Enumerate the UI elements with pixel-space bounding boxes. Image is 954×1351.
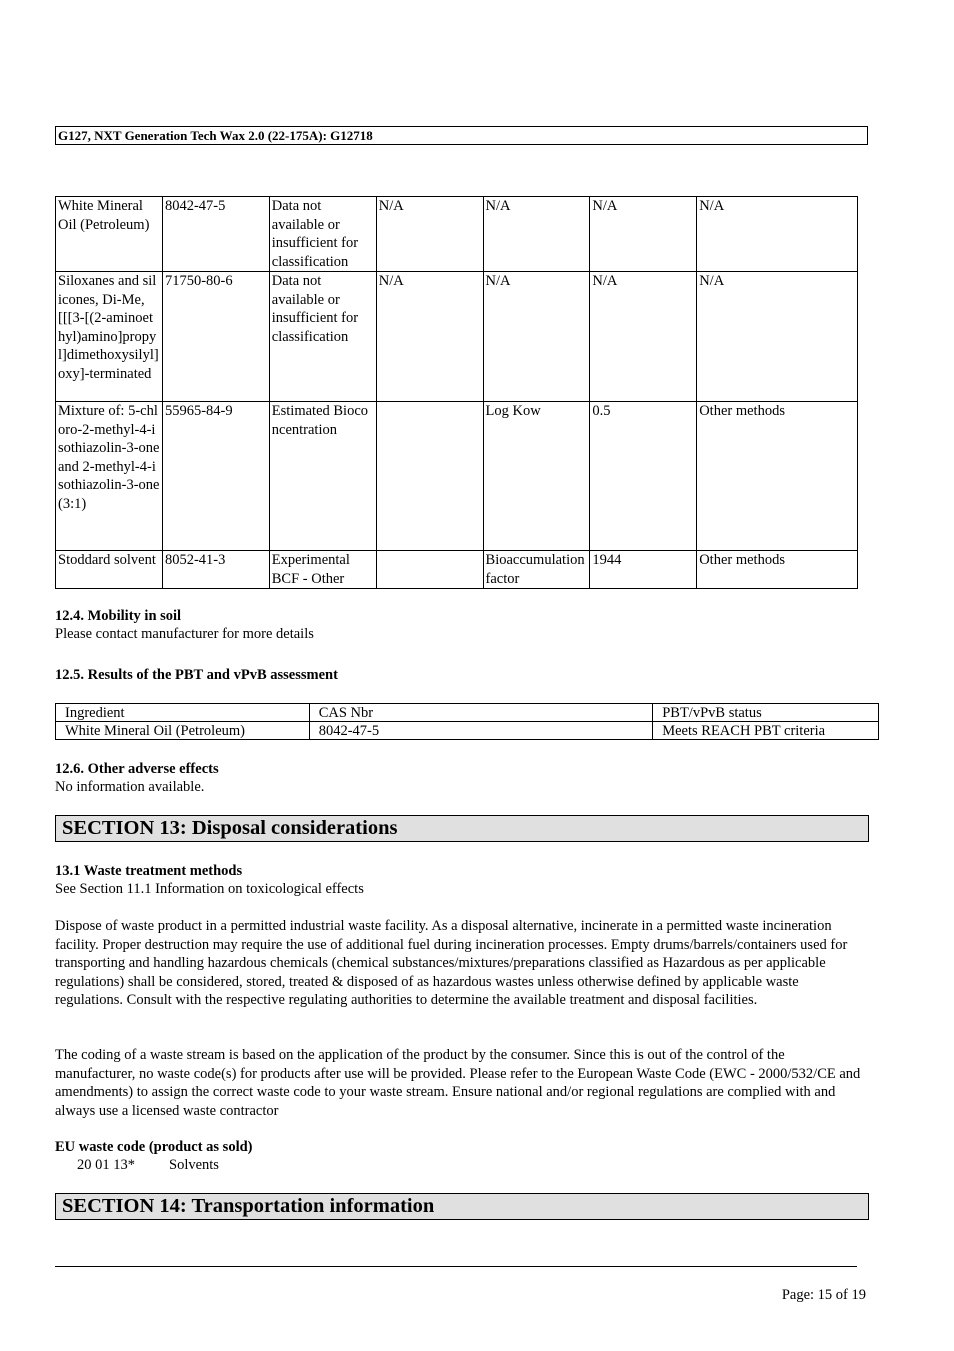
table-cell bbox=[376, 551, 483, 589]
table-header-cell: CAS Nbr bbox=[309, 704, 653, 722]
table-cell: N/A bbox=[590, 197, 697, 272]
table-cell: N/A bbox=[483, 197, 590, 272]
table-cell: N/A bbox=[376, 272, 483, 402]
waste-treatment-text: See Section 11.1 Information on toxicological effects bbox=[55, 881, 364, 897]
table-cell: Log Kow bbox=[483, 402, 590, 551]
disposal-paragraph: Dispose of waste product in a permitted industrial waste facility. As a disposal alternative, incinerate in a permitted waste incineration facility. Proper destruction may require the use of additional fuel during incineration processes. Empty drums/barrels/containers used for transporting and handling hazardous chemicals (chemical substances/mixtures/preparations classified as Hazardous as per applicable regulations) shall be considered, stored, treated & disposed of as hazardous wastes unless otherwise defined by applicable waste regulations. Consult with the respective regulating authorities to determine the available treatment and disposal facilities. bbox=[55, 918, 848, 1008]
pbt-table bbox=[55, 703, 879, 740]
table-cell: Other methods bbox=[697, 402, 858, 551]
table-cell: 55965-84-9 bbox=[162, 402, 269, 551]
waste-coding-paragraph: The coding of a waste stream is based on the application of the product by the consumer. Since this is out of the control of the manufacturer, no waste code(s) for products after use will be provided. Please refer to the European Waste Code (EWC - 2000/532/CE and amendments) to assign the correct waste code to your waste stream. Ensure national and/or regional regulations are complied with and always use a licensed waste contractor bbox=[55, 1047, 861, 1119]
table-cell: N/A bbox=[697, 197, 858, 272]
eu-waste-code-heading: EU waste code (product as sold) bbox=[55, 1139, 253, 1155]
table-cell: Data not available or insufficient for classification bbox=[269, 272, 376, 402]
table-row bbox=[56, 197, 858, 272]
table-row bbox=[56, 272, 858, 402]
table-cell: N/A bbox=[697, 272, 858, 402]
table-row bbox=[56, 402, 858, 551]
table-header-row bbox=[56, 704, 879, 722]
table-cell: Estimated Bioconcentration bbox=[269, 402, 376, 551]
table-header-cell: Ingredient bbox=[56, 704, 310, 722]
table-cell: 8052-41-3 bbox=[162, 551, 269, 589]
table-cell: N/A bbox=[483, 272, 590, 402]
table-cell: 1944 bbox=[590, 551, 697, 589]
table-cell bbox=[376, 402, 483, 551]
eu-waste-code-value: 20 01 13* bbox=[77, 1157, 135, 1173]
table-cell: 8042-47-5 bbox=[162, 197, 269, 272]
table-cell: White Mineral Oil (Petroleum) bbox=[56, 722, 310, 740]
page-number: Page: 15 of 19 bbox=[781, 1287, 866, 1303]
table-cell: Stoddard solvent bbox=[56, 551, 163, 589]
eu-waste-code-description: Solvents bbox=[169, 1157, 219, 1173]
table-cell: 8042-47-5 bbox=[309, 722, 653, 740]
table-cell: Experimental BCF - Other bbox=[269, 551, 376, 589]
table-cell: N/A bbox=[590, 272, 697, 402]
footer-divider bbox=[55, 1266, 857, 1267]
mobility-text: Please contact manufacturer for more details bbox=[55, 626, 314, 642]
table-cell: Other methods bbox=[697, 551, 858, 589]
other-effects-text: No information available. bbox=[55, 779, 205, 795]
pbt-heading: 12.5. Results of the PBT and vPvB assessment bbox=[55, 667, 338, 683]
table-cell: Mixture of: 5-chloro-2-methyl-4-isothiazolin-3-one and 2-methyl-4-isothiazolin-3-one (3:1) bbox=[56, 402, 163, 551]
table-cell: N/A bbox=[376, 197, 483, 272]
table-header-cell: PBT/vPvB status bbox=[653, 704, 879, 722]
ecotox-table bbox=[55, 196, 858, 589]
table-row bbox=[56, 551, 858, 589]
table-cell: Bioaccumulation factor bbox=[483, 551, 590, 589]
other-effects-heading: 12.6. Other adverse effects bbox=[55, 761, 219, 777]
table-row bbox=[56, 722, 879, 740]
table-cell: 71750-80-6 bbox=[162, 272, 269, 402]
waste-treatment-heading: 13.1 Waste treatment methods bbox=[55, 863, 243, 879]
table-cell: Data not available or insufficient for classification bbox=[269, 197, 376, 272]
table-cell: White Mineral Oil (Petroleum) bbox=[56, 197, 163, 272]
table-cell: 0.5 bbox=[590, 402, 697, 551]
section-14-title: SECTION 14: Transportation information bbox=[55, 1193, 869, 1220]
table-cell: Siloxanes and silicones, Di-Me, [[[3-[(2-aminoethyl)amino]propyl]dimethoxysilyl]oxy]-terminated bbox=[56, 272, 163, 402]
section-13-title: SECTION 13: Disposal considerations bbox=[55, 815, 869, 842]
mobility-heading: 12.4. Mobility in soil bbox=[55, 608, 182, 624]
document-header: G127, NXT Generation Tech Wax 2.0 (22-175A): G12718 bbox=[55, 126, 868, 145]
table-cell: Meets REACH PBT criteria bbox=[653, 722, 879, 740]
